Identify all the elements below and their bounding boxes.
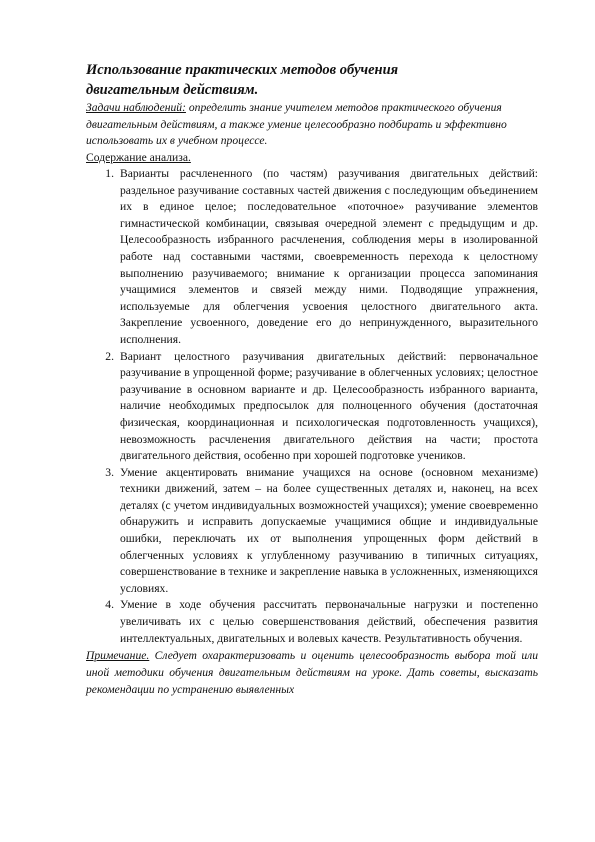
list-item — [86, 166, 538, 349]
task-text: определить знание учителем методов практического обучения двигательным действиям, а также умение целесообразно подбирать и эффективно использовать их в учебном процессе. — [86, 101, 507, 147]
list-item-text: Варианты расчлененного (по частям) разучивания двигательных действий: раздельное разучивание составных частей движения с последующим объединением их в единое целое; последовательное «поточное» разучивание элементов гимнастической комбинации, связывая очередной элемент с предыдущим и др. Целесообразность избранного расчленения, соблюдения меры в изолированной работе над составными частями, своевременность перехода к целостному выполнению разучиваемого; внимание к организации процесса запоминания учащимися элементов и связей между ними. Подводящие упражнения, используемые для облегчения усвоения целостного двигательного акта. Закрепление усвоенного, доведение его до непринужденного, выразительного исполнения. — [120, 167, 538, 346]
list-item-text: Вариант целостного разучивания двигательных действий: первоначальное разучивание в упрощенной форме; разучивание в облегченных условиях; целостное разучивание в основном варианте и др. Целесообразность избранного варианта, наличие необходимых предпосылок для полноценного обучения (достаточная физическая, координационная и психологическая подготовленность учащихся), невозможность расчленения двигательного действия на части; простота двигательного действия, особенно при хорошей подготовке учеников. — [120, 349, 538, 463]
title-line-1: Использование практических методов обучения — [86, 62, 399, 78]
list-item — [86, 349, 538, 465]
title-line-2: двигательным действиям. — [86, 82, 259, 98]
list-item-number: 4. — [105, 598, 114, 612]
list-item-text: Умение акцентировать внимание учащихся на основе (основном механизме) техники движений, затем – на более существенных деталях и, наконец, на всех деталях (с учетом индивидуальных возможностей учащихся); умение своевременно обнаружить и исправить допускаемые учащимися общие и индивидуальные ошибки, переключать их от выполнения упрощенных форм действий в облегченных условиях к углубленному разучиванию в типичных ситуациях, совершенствование в технике и закрепление навыка в усложненных, изменяющихся условиях. — [120, 465, 538, 595]
note-text: Следует охарактеризовать и оценить целесообразность выбора той или иной методики обучения двигательным действиям на уроке. Дать советы, высказать рекомендации по устранению выявленных — [86, 649, 538, 697]
document-title — [86, 60, 538, 100]
note-label: Примечание. — [86, 649, 150, 663]
analysis-list — [86, 166, 538, 647]
document-page — [86, 60, 538, 698]
list-item-number: 1. — [105, 167, 114, 180]
list-item-number: 3. — [105, 465, 114, 479]
note-paragraph — [86, 647, 538, 698]
content-heading: Содержание анализа. — [86, 150, 191, 164]
list-item — [86, 465, 538, 598]
task-label: Задачи наблюдений: — [86, 101, 186, 114]
list-item-text: Умение в ходе обучения рассчитать первоначальные нагрузки и постепенно увеличивать их с целью совершенствования действий, обеспечения развития интеллектуальных, двигательных и волевых качеств. Результативность обучения. — [120, 598, 538, 645]
list-item-number: 2. — [105, 349, 114, 363]
list-item — [86, 597, 538, 647]
observation-tasks — [86, 100, 538, 150]
